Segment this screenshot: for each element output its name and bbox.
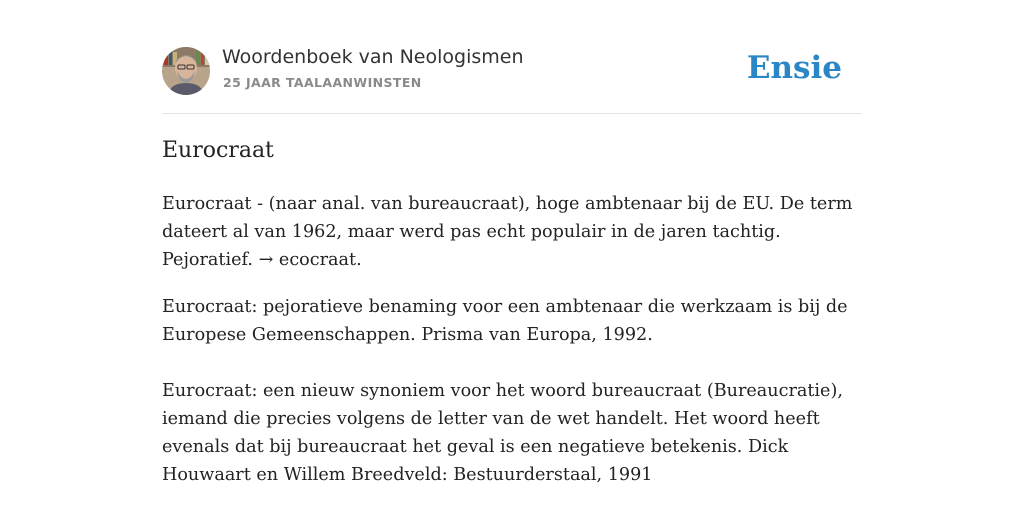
definition-paragraph: Eurocraat: pejoratieve benaming voor een ambtenaar die werkzaam is bij de Europese Gemeenschappen. Prisma van Europa, 1992. <box>162 297 848 345</box>
author-portrait-icon <box>162 47 210 95</box>
entry-title: Eurocraat <box>162 138 274 163</box>
definition-paragraph: Eurocraat: een nieuw synoniem voor het woord bureaucraat (Bureaucratie), iemand die precies volgens de letter van de wet handelt. Het woord heeft evenals dat bij bureaucraat het geval is een negatieve betekenis. Dick Houwaart en Willem Breedveld: Bestuurderstaal, 1991 <box>162 381 843 485</box>
ensie-logo[interactable]: Ensie <box>746 50 842 86</box>
author-avatar[interactable] <box>162 47 210 95</box>
site-subtitle: 25 JAAR TAALAANWINSTEN <box>223 75 422 90</box>
definition-paragraph: Eurocraat - (naar anal. van bureaucraat), hoge ambtenaar bij de EU. De term dateert al van 1962, maar werd pas echt populair in de jaren tachtig. Pejoratief. → ecocraat. <box>162 194 853 270</box>
divider <box>162 113 862 114</box>
site-title[interactable]: Woordenboek van Neologismen <box>222 46 524 68</box>
header <box>162 46 862 96</box>
